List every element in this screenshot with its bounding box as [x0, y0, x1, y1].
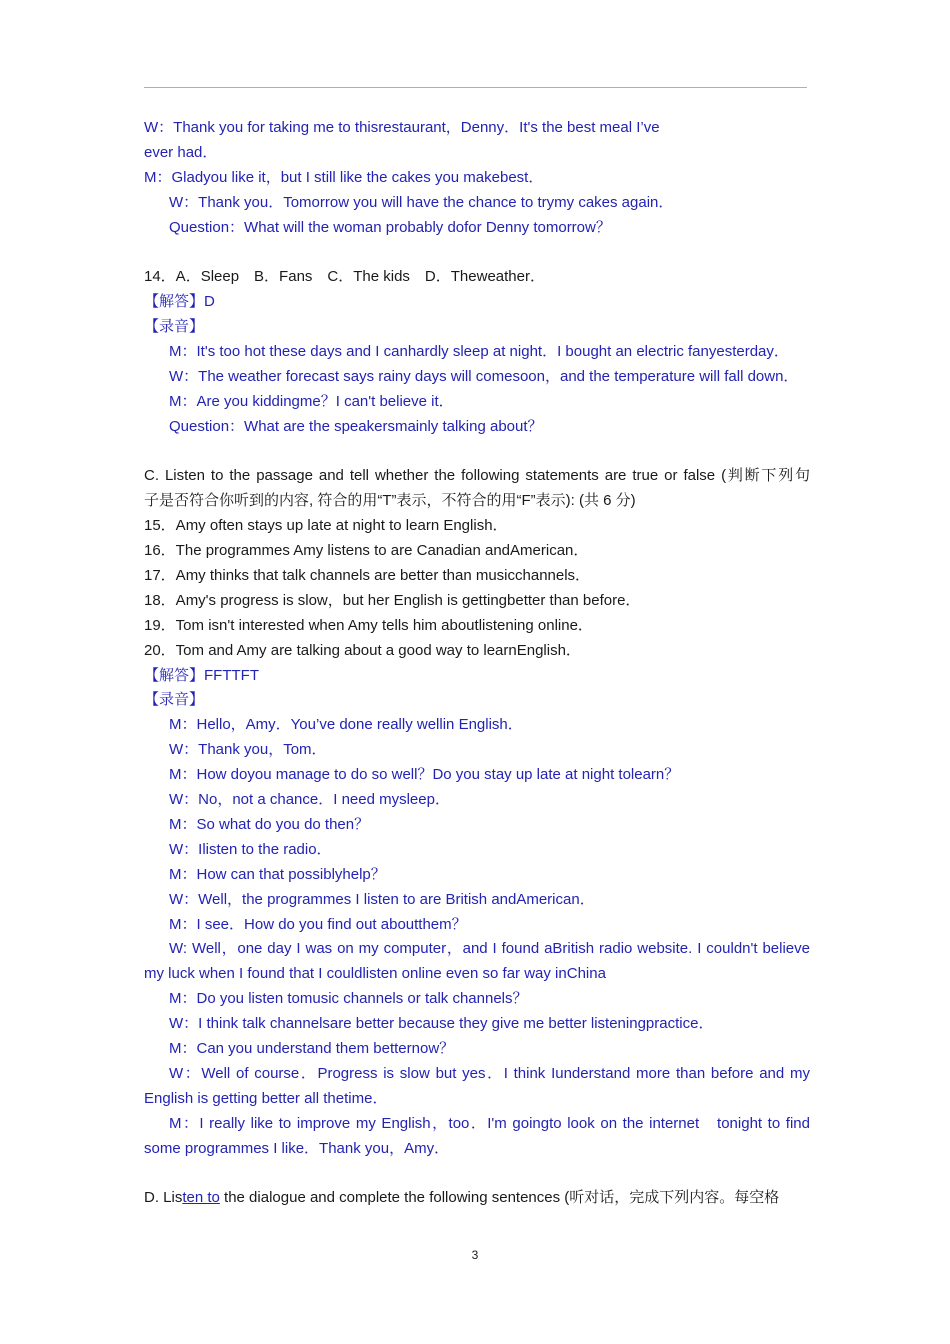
dialogue-line: W：Well，the programmes I listen to are British andAmerican．: [169, 890, 595, 908]
section-d-text: the dialogue and complete the following sentences (听对话，完成下列内容。每空格: [219, 1189, 780, 1207]
dialogue-line: W：Thank you，Tom．: [169, 741, 327, 759]
dialogue-line: W：Thank you．Tomorrow you will have the chance to trymy cakes again．: [169, 193, 674, 211]
answer-label: 【解答】: [144, 293, 205, 311]
recording-label: 【录音】: [144, 318, 205, 336]
section-d-text: D. Lis: [144, 1189, 183, 1207]
answer-label: 【解答】: [144, 666, 205, 684]
statement-16: 16．The programmes Amy listens to are Canadian andAmerican．: [144, 542, 589, 560]
dialogue-line: W：Thank you for taking me to thisrestaurant，Denny．It's the best meal I’ve: [144, 119, 660, 136]
dialogue-line: M：Can you understand them betternow？: [169, 1039, 455, 1057]
answer-line: [144, 664, 810, 689]
listen-to-link[interactable]: ten to: [182, 1189, 220, 1207]
dialogue-line: M：How doyou manage to do so well？Do you stay up late at night tolearn？: [169, 766, 680, 784]
section-d-instruction: [144, 1186, 810, 1211]
dialogue-line: ever had．: [144, 143, 218, 161]
page-number: 3: [471, 1248, 479, 1262]
dialogue-question: Question：What will the woman probably dofor Denny tomorrow？: [169, 218, 611, 236]
dialogue-line: M：Do you listen tomusic channels or talk channels？: [169, 990, 528, 1008]
page-content: [144, 116, 810, 1211]
dialogue-line: English is getting better all thetime．: [144, 1089, 388, 1107]
dialogue-line: M：So what do you do then？: [169, 815, 370, 833]
answer-value: D: [204, 293, 215, 311]
dialogue-line: W：No，not a chance．I need mysleep．: [169, 791, 450, 809]
dialogue-line: W：Well of course．Progress is slow but yes．I think Iunderstand more than before and my: [169, 1064, 810, 1082]
dialogue-line: W: Well，one day I was on my computer，and I found aBritish radio website. I couldn't believe: [169, 940, 810, 958]
dialogue-line: some programmes I like．Thank you，Amy．: [144, 1139, 450, 1157]
dialogue-line: M：How can that possiblyhelp？: [169, 865, 386, 883]
recording-label: 【录音】: [144, 691, 205, 709]
dialogue-line: my luck when I found that I couldlisten online even so far way inChina: [144, 965, 606, 983]
dialogue-line: M：I see．How do you find out aboutthem？: [169, 915, 467, 933]
dialogue-line: W：Ilisten to the radio．: [169, 840, 332, 858]
dialogue-line: W：I think talk channelsare better because they give me better listeningpractice．: [169, 1015, 714, 1033]
section-c-instruction-cont: 子是否符合你听到的内容, 符合的用“T”表示，不符合的用“F”表示): (共 6 分): [144, 492, 636, 510]
statement-20: 20．Tom and Amy are talking about a good way to learnEnglish．: [144, 641, 581, 659]
answer-line: [144, 290, 810, 315]
statement-19: 19．Tom isn't interested when Amy tells him aboutlistening online．: [144, 616, 593, 634]
statement-17: 17．Amy thinks that talk channels are better than musicchannels．: [144, 567, 591, 585]
dialogue-line: M：Hello，Amy．You’ve done really wellin English．: [169, 716, 523, 734]
answer-value: FFTTFT: [204, 666, 259, 684]
dialogue-line: M：It's too hot these days and I canhardly sleep at night．I bought an electric fanyesterday．: [169, 343, 789, 361]
dialogue-line: M：Gladyou like it，but I still like the cakes you makebest．: [144, 168, 544, 186]
statement-18: 18．Amy's progress is slow，but her English is gettingbetter than before．: [144, 591, 641, 609]
statement-15: 15．Amy often stays up late at night to learn English．: [144, 517, 508, 535]
section-c-instruction: C. Listen to the passage and tell whether the following statements are true or false (判断下列句: [144, 467, 810, 485]
dialogue-line: M：Are you kiddingme？I can't believe it．: [169, 392, 454, 410]
header-rule: [144, 87, 807, 88]
dialogue-line: W：The weather forecast says rainy days will comesoon，and the temperature will fall down．: [169, 367, 799, 385]
question-14: 14．A．Sleep B．Fans C．The kids D．Theweather．: [144, 268, 545, 286]
dialogue-question: Question：What are the speakersmainly talking about？: [169, 417, 543, 435]
dialogue-line: M：I really like to improve my English，too．I'm goingto look on the internet tonight to find: [169, 1114, 810, 1132]
